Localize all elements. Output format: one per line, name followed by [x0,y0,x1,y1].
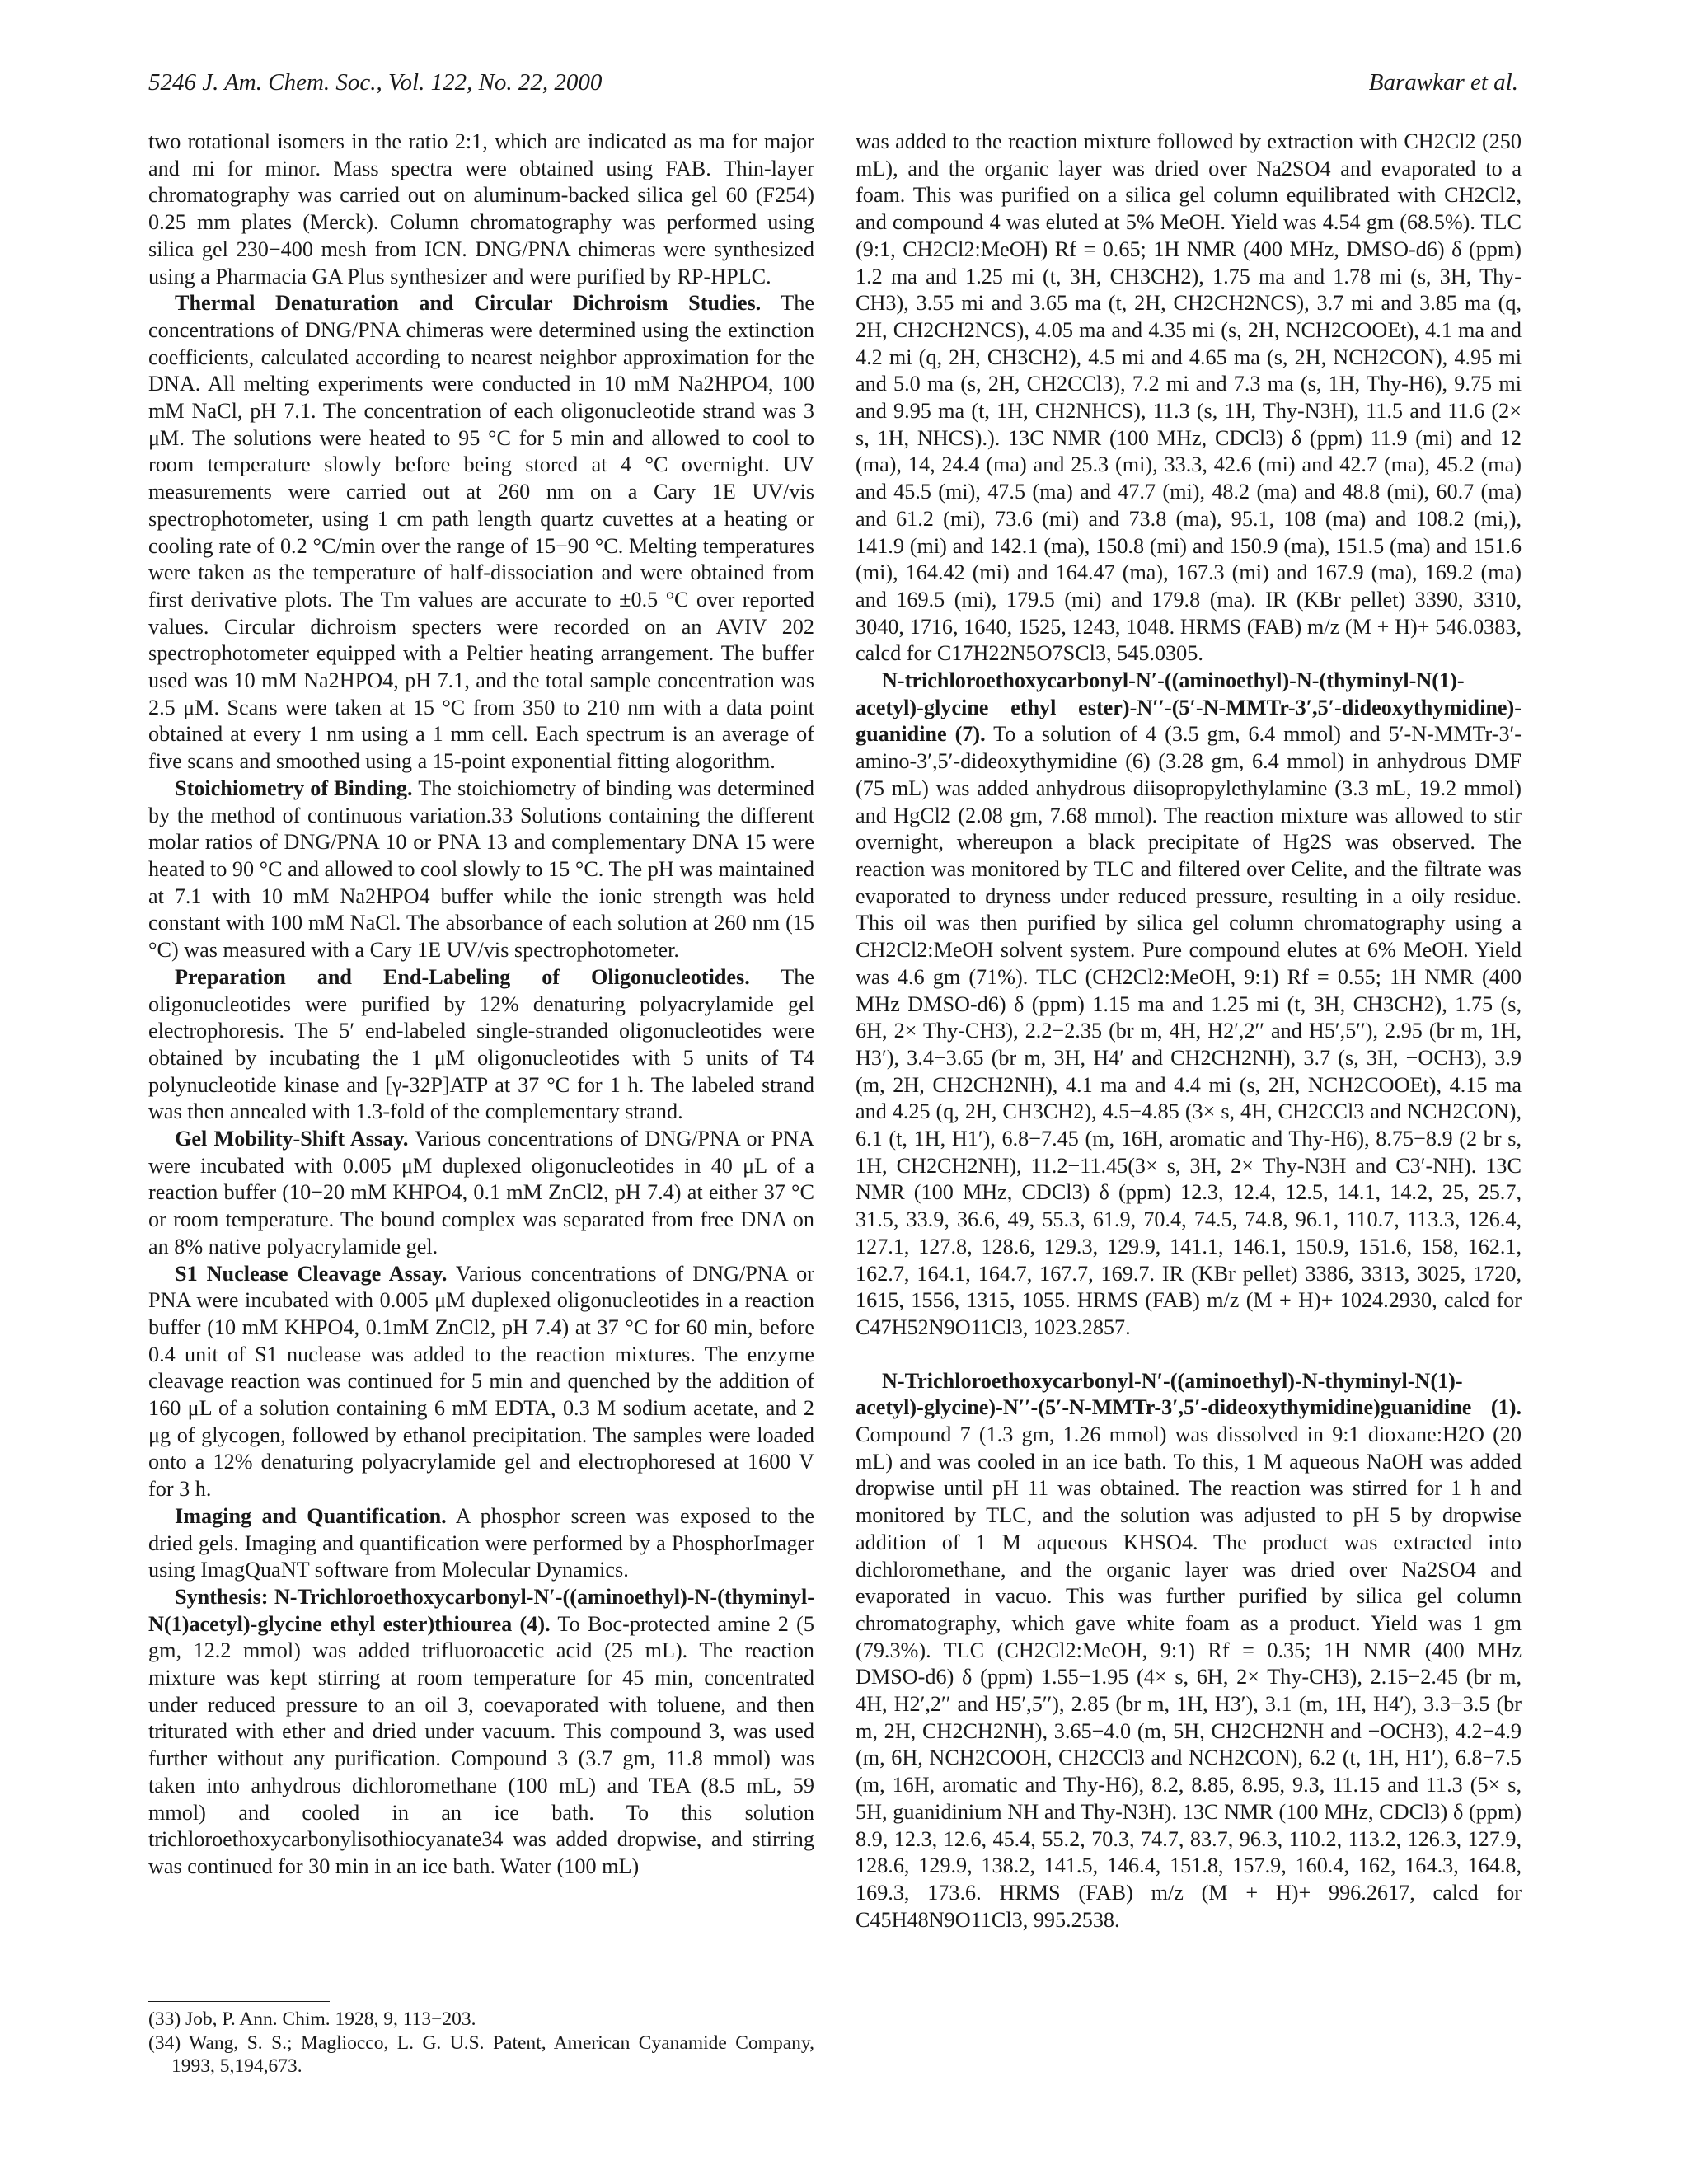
paragraph: Thermal Denaturation and Circular Dichroism Studies. The concentrations of DNG/PNA chimeras were determined using the extinction coefficients, calculated according to nearest neighbor approximation for the DNA. All melting experiments were conducted in 10 mM Na2HPO4, 100 mM NaCl, pH 7.1. The concentration of each oligonucleotide strand was 3 μM. The solutions were heated to 95 °C for 5 min and allowed to cool to room temperature slowly before being stored at 4 °C overnight. UV measurements were carried out at 260 nm on a Cary 1E UV/vis spectrophotometer, using 1 cm path length quartz cuvettes at a heating or cooling rate of 0.2 °C/min over the range of 15−90 °C. Melting temperatures were taken as the temperature of half-dissociation and were obtained from first derivative plots. The Tm values are accurate to ±0.5 °C over reported values. Circular dichroism specters were recorded on an AVIV 202 spectrophotometer equipped with a Peltier heating arrangement. The buffer used was 10 mM Na2HPO4, pH 7.1, and the total sample concentration was 2.5 μM. Scans were taken at 15 °C from 350 to 210 nm with a data point obtained at every 1 nm using a 1 mm cell. Each spectrum is an average of five scans and smoothed using a 15-point exponential fitting alogorithm. [148,291,814,774]
section-heading: Thermal Denaturation and Circular Dichroism Studies. [175,291,762,316]
section-heading: Gel Mobility-Shift Assay. [175,1127,409,1151]
paragraph: Preparation and End-Labeling of Oligonucleotides. The oligonucleotides were purified by 12% denaturing polyacrylamide gel electrophoresis. The 5′ end-labeled single-stranded oligonucleotides were obtained by incubating the 1 μM oligonucleotides with 5 units of T4 polynucleotide kinase and [γ-32P]ATP at 37 °C for 1 h. The labeled strand was then annealed with 1.3-fold of the complementary strand. [148,964,814,1124]
paragraph: N-Trichloroethoxycarbonyl-N′-((aminoethyl)-N-thyminyl-N(1)-acetyl)-glycine)-N′′-(5′-N-MMTr-3′,5′-dideoxythymidine)guanidine (1). Compound 7 (1.3 gm, 1.26 mmol) was dissolved in 9:1 dioxane:H2O (20 mL) and was cooled in an ice bath. To this, 1 M aqueous NaOH was added dropwise until pH 11 was obtained. The reaction was stirred for 1 h and monitored by TLC, and the solution was adjusted to pH 5 by dropwise addition of 1 M aqueous KHSO4. The product was extracted into dichloromethane, and the organic layer was dried over Na2SO4 and evaporated in vacuo. This was further purified by silica gel column chromatography, which gave white foam as a product. Yield was 1 gm (79.3%). TLC (CH2Cl2:MeOH, 9:1) Rf = 0.35; 1H NMR (400 MHz DMSO-d6) δ (ppm) 1.55−1.95 (4× s, 6H, 2× Thy-CH3), 2.15−2.45 (br m, 4H, H2′,2′′ and H5′,5′′), 2.85 (br m, 1H, H3′), 3.1 (m, 1H, H4′), 3.3−3.5 (br m, 2H, CH2CH2NH), 3.65−4.0 (m, 5H, CH2CH2NH and −OCH3), 4.2−4.9 (m, 6H, NCH2COOH, CH2CCl3 and NCH2CON), 6.2 (t, 1H, H1′), 6.8−7.5 (m, 16H, aromatic and Thy-H6), 8.2, 8.85, 8.95, 9.3, 11.15 and 11.3 (5× s, 5H, guanidinium NH and Thy-N3H). 13C NMR (100 MHz, CDCl3) δ (ppm) 8.9, 12.3, 12.6, 45.4, 55.2, 70.3, 74.7, 83.7, 96.3, 110.2, 113.2, 126.3, 127.9, 128.6, 129.9, 138.2, 141.5, 146.4, 151.8, 157.9, 160.4, 162, 164.3, 164.8, 169.3, 173.6. HRMS (FAB) m/z (M + H)+ 996.2617, calcd for C45H48N9O11Cl3, 995.2538. [856,1368,1522,1932]
section-heading: Imaging and Quantification. [175,1503,447,1528]
paragraph: was added to the reaction mixture followed by extraction with CH2Cl2 (250 mL), and the organic layer was dried over Na2SO4 and evaporated to a foam. This was purified on a silica gel column equilibrated with CH2Cl2, and compound 4 was eluted at 5% MeOH. Yield was 4.54 gm (68.5%). TLC (9:1, CH2Cl2:MeOH) Rf = 0.65; 1H NMR (400 MHz, DMSO-d6) δ (ppm) 1.2 ma and 1.25 mi (t, 3H, CH3CH2), 1.75 ma and 1.78 mi (s, 3H, Thy-CH3), 3.55 mi and 3.65 ma (t, 2H, CH2CH2NCS), 3.7 mi and 3.85 ma (q, 2H, CH2CH2NCS), 4.05 ma and 4.35 mi (s, 2H, NCH2COOEt), 4.1 ma and 4.2 mi (q, 2H, CH3CH2), 4.5 mi and 4.65 ma (s, 2H, NCH2CON), 4.95 mi and 5.0 ma (s, 2H, CH2CCl3), 7.2 mi and 7.3 ma (s, 1H, Thy-H6), 9.75 mi and 9.95 ma (t, 1H, CH2NHCS), 11.3 (s, 1H, Thy-N3H), 11.5 and 11.6 (2× s, 1H, NHCS).). 13C NMR (100 MHz, CDCl3) δ (ppm) 11.9 (mi) and 12 (ma), 14, 24.4 (ma) and 25.3 (mi), 33.3, 42.6 (mi) and 42.7 (ma), 45.2 (ma) and 45.5 (mi), 47.5 (ma) and 47.7 (mi), 48.2 (ma) and 48.8 (mi), 60.7 (ma) and 61.2 (mi), 73.6 (mi) and 73.8 (ma), 95.1, 108 (ma) and 108.2 (mi,), 141.9 (mi) and 142.1 (ma), 150.8 (mi) and 150.9 (ma), 151.5 (ma) and 151.6 (mi), 164.42 (mi) and 164.47 (ma), 167.3 (mi) and 167.9 (ma), 169.2 (ma) and 169.5 (mi), 179.5 (mi) and 179.8 (ma). IR (KBr pellet) 3390, 3310, 3040, 1716, 1640, 1525, 1243, 1048. HRMS (FAB) m/z (M + H)+ 546.0383, calcd for C17H22N5O7SCl3, 545.0305. [856,129,1522,666]
section-heading: Synthesis: N-Trichloroethoxycarbonyl-N′-((aminoethyl)-N-(thyminyl-N(1)acetyl)-glycine ethyl ester)thiourea (4). [148,1584,814,1636]
paragraph: Imaging and Quantification. A phosphor screen was exposed to the dried gels. Imaging and quantification were performed by a PhosphorImager using ImagQuaNT software from Molecular Dynamics. [148,1503,814,1582]
paragraph: N-trichloroethoxycarbonyl-N′-((aminoethyl)-N-(thyminyl-N(1)-acetyl)-glycine ethyl ester)-N′′-(5′-N-MMTr-3′,5′-dideoxythymidine)-guanidine (7). To a solution of 4 (3.5 gm, 6.4 mmol) and 5′-N-MMTr-3′-amino-3′,5′-dideoxythymidine (6) (3.28 gm, 6.4 mmol) in anhydrous DMF (75 mL) was added anhydrous diisopropylethylamine (3.3 mL, 19.2 mmol) and HgCl2 (2.08 gm, 7.68 mmol). The reaction mixture was allowed to stir overnight, whereupon a black precipitate of Hg2S was observed. The reaction was monitored by TLC and filtered over Celite, and the filtrate was evaporated to dryness under reduced pressure, resulting in a oily residue. This oil was then purified by silica gel column chromatography using a CH2Cl2:MeOH solvent system. Pure compound elutes at 6% MeOH. Yield was 4.6 gm (71%). TLC (CH2Cl2:MeOH, 9:1) Rf = 0.55; 1H NMR (400 MHz DMSO-d6) δ (ppm) 1.15 ma and 1.25 mi (t, 3H, CH3CH2), 1.75 (s, 6H, 2× Thy-CH3), 2.2−2.35 (br m, 4H, H2′,2′′ and H5′,5′′), 2.95 (br m, 1H, H3′), 3.4−3.65 (br m, 3H, H4′ and CH2CH2NH), 3.7 (s, 3H, −OCH3), 3.9 (m, 2H, CH2CH2NH), 4.1 ma and 4.4 mi (s, 2H, NCH2COOEt), 4.15 ma and 4.25 (q, 2H, CH3CH2), 4.5−4.85 (3× s, 4H, CH2CCl3 and NCH2CON), 6.1 (t, 1H, H1′), 6.8−7.45 (m, 16H, aromatic and Thy-H6), 8.75−8.9 (2 br s, 1H, CH2CH2NH), 11.2−11.45(3× s, 3H, 2× Thy-N3H and C3′-NH). 13C NMR (100 MHz, CDCl3) δ (ppm) 12.3, 12.4, 12.5, 14.1, 14.2, 25, 25.7, 31.5, 33.9, 36.6, 49, 55.3, 61.9, 70.4, 74.5, 74.8, 96.1, 110.7, 113.3, 126.4, 127.1, 127.8, 128.6, 129.3, 129.9, 141.1, 146.1, 150.9, 151.6, 158, 162.1, 162.7, 164.1, 164.7, 167.7, 169.7. IR (KBr pellet) 3386, 3313, 3025, 1720, 1615, 1556, 1315, 1055. HRMS (FAB) m/z (M + H)+ 1024.2930, calcd for C47H52N9O11Cl3, 1023.2857. [856,668,1522,1339]
footnotes [148,2008,814,2079]
section-heading: N-Trichloroethoxycarbonyl-N′-((aminoethyl)-N-thyminyl-N(1)-acetyl)-glycine)-N′′-(5′-N-MMTr-3′,5′-dideoxythymidine)guanidine (1). [856,1368,1522,1420]
paragraph: Gel Mobility-Shift Assay. Various concentrations of DNG/PNA or PNA were incubated with 0.005 μM duplexed oligonucleotides in 40 μL of a reaction buffer (10−20 mM KHPO4, 0.1 mM ZnCl2, pH 7.4) at either 37 °C or room temperature. The bound complex was separated from free DNA on an 8% native polyacrylamide gel. [148,1127,814,1258]
running-header [148,69,1518,102]
section-heading: Preparation and End-Labeling of Oligonucleotides. [175,964,750,989]
paragraph: S1 Nuclease Cleavage Assay. Various concentrations of DNG/PNA or PNA were incubated with 0.005 μM duplexed oligonucleotides in a reaction buffer (10 mM KHPO4, 0.1mM ZnCl2, pH 7.4) at 37 °C for 60 min, before 0.4 unit of S1 nuclease was added to the reaction mixtures. The enzyme cleavage reaction was continued for 5 min and quenched by the addition of 160 μL of a solution containing 6 mM EDTA, 0.3 M sodium acetate, and 2 μg of glycogen, followed by ethanol precipitation. The samples were loaded onto a 12% denaturing polyacrylamide gel and electrophoresed at 1600 V for 3 h. [148,1261,814,1502]
paragraph: Synthesis: N-Trichloroethoxycarbonyl-N′-((aminoethyl)-N-(thyminyl-N(1)acetyl)-glycine ethyl ester)thiourea (4). To Boc-protected amine 2 (5 gm, 12.2 mmol) was added trifluoroacetic acid (25 mL). The reaction mixture was kept stirring at room temperature for 45 min, concentrated under reduced pressure to an oil 3, coevaporated with toluene, and then triturated with ether and dried under vacuum. This compound 3, was used further without any purification. Compound 3 (3.7 gm, 11.8 mmol) was taken into anhydrous dichloromethane (100 mL) and TEA (8.5 mL, 59 mmol) and cooled in an ice bath. To this solution trichloroethoxycarbonylisothiocyanate34 was added dropwise, and stirring was continued for 30 min in an ice bath. Water (100 mL) [148,1584,814,1878]
footnote: (33) Job, P. Ann. Chim. 1928, 9, 113−203. [148,2008,476,2030]
journal-citation: 5246 J. Am. Chem. Soc., Vol. 122, No. 22, 2000 [148,69,603,96]
section-heading: S1 Nuclease Cleavage Assay. [175,1261,448,1286]
paragraph: Stoichiometry of Binding. The stoichiometry of binding was determined by the method of continuous variation.33 Solutions containing the different molar ratios of DNG/PNA 10 or PNA 13 and complementary DNA 15 were heated to 90 °C and allowed to cool slowly to 15 °C. The pH was maintained at 7.1 with 10 mM Na2HPO4 buffer while the ionic strength was held constant with 100 mM NaCl. The absorbance of each solution at 260 nm (15 °C) was measured with a Cary 1E UV/vis spectrophotometer. [148,776,814,963]
left-column [148,129,814,1881]
section-heading: N-trichloroethoxycarbonyl-N′-((aminoethyl)-N-(thyminyl-N(1)-acetyl)-glycine ethyl ester)-N′′-(5′-N-MMTr-3′,5′-dideoxythymidine)-guanidine (7). [856,668,1522,747]
footnote-rule [148,2001,330,2002]
section-heading: Stoichiometry of Binding. [175,776,413,800]
author-running-title: Barawkar et al. [1368,69,1518,96]
footnote: (34) Wang, S. S.; Magliocco, L. G. U.S. Patent, American Cyanamide Company, 1993, 5,194,673. [148,2032,814,2077]
paragraph: two rotational isomers in the ratio 2:1, which are indicated as ma for major and mi for minor. Mass spectra were obtained using FAB. Thin-layer chromatography was carried out on aluminum-backed silica gel 60 (F254) 0.25 mm plates (Merck). Column chromatography was performed using silica gel 230−400 mesh from ICN. DNG/PNA chimeras were synthesized using a Pharmacia GA Plus synthesizer and were purified by RP-HPLC. [148,129,814,288]
right-column [856,129,1522,1933]
